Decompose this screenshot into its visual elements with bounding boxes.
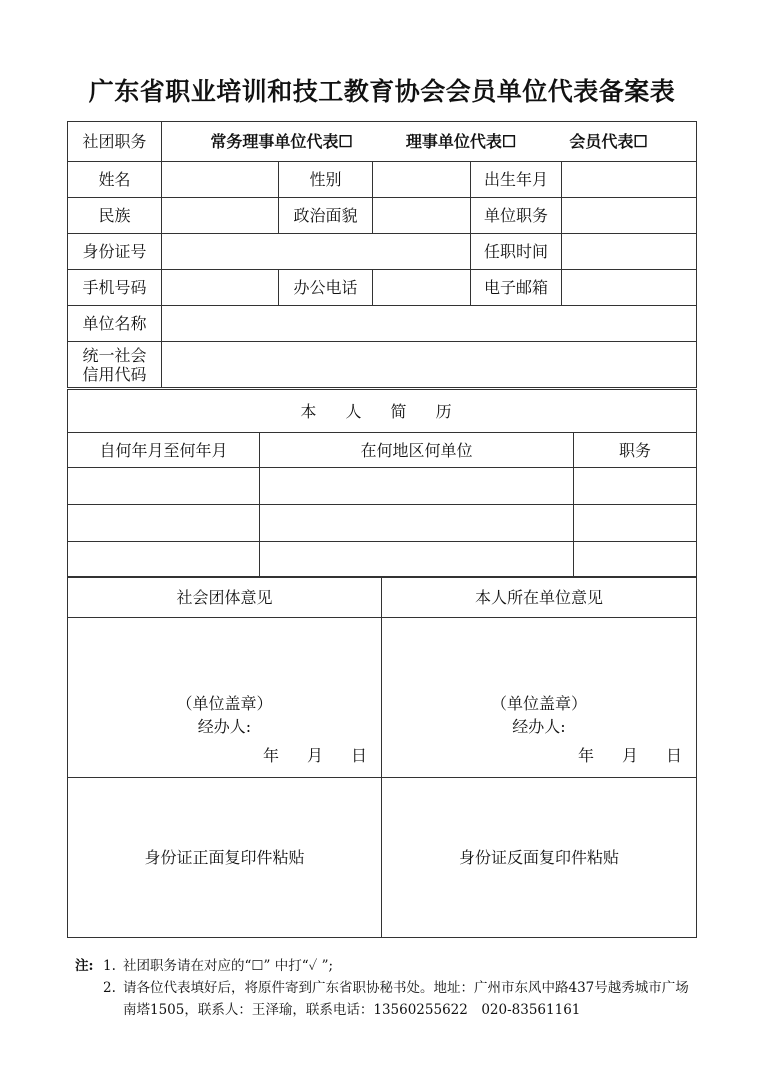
tenure-label: 任职时间 — [471, 234, 562, 270]
ethnicity-field[interactable] — [162, 198, 279, 234]
political-label: 政治面貌 — [279, 198, 373, 234]
note-2-text: 请各位代表填好后，将原件寄到广东省职协秘书处。地址：广州市东风中路437号越秀城市广场南塔1505，联系人：王泽瑜，联系电话：13560255622 020-83561161 — [123, 980, 689, 1018]
role-option-director[interactable]: 理事单位代表☐ — [405, 132, 517, 151]
opinion-left-box[interactable] — [68, 618, 382, 778]
resume-col-unit: 在何地区何单位 — [260, 433, 574, 468]
note-item-1 — [75, 955, 700, 977]
credit-code-label-line2: 信用代码 — [82, 364, 147, 384]
resume-row2-period[interactable] — [68, 505, 260, 542]
resume-row1-period[interactable] — [68, 468, 260, 505]
role-option-member[interactable]: 会员代表☐ — [569, 132, 648, 151]
credit-code-field[interactable] — [162, 342, 697, 388]
id-number-label: 身份证号 — [68, 234, 162, 270]
id-front-paste-area[interactable]: 身份证正面复印件粘贴 — [68, 778, 382, 938]
role-options — [162, 122, 697, 162]
resume-row2-unit[interactable] — [260, 505, 574, 542]
opinion-right-handler: 经办人: — [512, 717, 566, 736]
resume-col-position: 职务 — [574, 433, 697, 468]
unit-name-field[interactable] — [162, 306, 697, 342]
id-number-field[interactable] — [162, 234, 471, 270]
resume-row1-position[interactable] — [574, 468, 697, 505]
ethnicity-label: 民族 — [68, 198, 162, 234]
note-1-text: 社团职务请在对应的“☐” 中打“✓ ”; — [123, 958, 334, 974]
notes-section — [75, 955, 700, 1021]
opinion-left-seal: （单位盖章） — [176, 694, 273, 713]
credit-code-label-line1: 统一社会 — [82, 345, 147, 365]
resume-row3-period[interactable] — [68, 542, 260, 578]
opinion-right-date: 年 月 日 — [577, 746, 688, 765]
note-item-2 — [75, 977, 700, 1021]
birth-field[interactable] — [562, 162, 697, 198]
role-label: 社团职务 — [68, 122, 162, 162]
position-field[interactable] — [562, 198, 697, 234]
opinion-right-seal: （单位盖章） — [490, 694, 587, 713]
note-2-number: 2. — [103, 980, 116, 996]
form-title: 广东省职业培训和技工教育协会会员单位代表备案表 — [88, 77, 676, 106]
tenure-field[interactable] — [562, 234, 697, 270]
position-label: 单位职务 — [471, 198, 562, 234]
opinion-left-header: 社会团体意见 — [68, 577, 382, 618]
name-field[interactable] — [162, 162, 279, 198]
mobile-label: 手机号码 — [68, 270, 162, 306]
id-back-paste-area[interactable]: 身份证反面复印件粘贴 — [382, 778, 697, 938]
unit-name-label: 单位名称 — [68, 306, 162, 342]
opinion-left-date: 年 月 日 — [262, 746, 373, 765]
name-label: 姓名 — [68, 162, 162, 198]
resume-table — [67, 389, 697, 578]
mobile-field[interactable] — [162, 270, 279, 306]
resume-row1-unit[interactable] — [260, 468, 574, 505]
resume-row2-position[interactable] — [574, 505, 697, 542]
resume-header: 本 人 简 历 — [68, 390, 697, 433]
gender-field[interactable] — [373, 162, 471, 198]
role-option-executive-director[interactable]: 常务理事单位代表☐ — [210, 132, 353, 151]
registration-form-table — [67, 121, 697, 388]
email-label: 电子邮箱 — [471, 270, 562, 306]
gender-label: 性别 — [279, 162, 373, 198]
credit-code-label — [68, 342, 162, 388]
birth-label: 出生年月 — [471, 162, 562, 198]
office-phone-label: 办公电话 — [279, 270, 373, 306]
opinion-right-box[interactable] — [382, 618, 697, 778]
resume-row3-unit[interactable] — [260, 542, 574, 578]
note-1-number: 1. — [103, 958, 116, 974]
email-field[interactable] — [562, 270, 697, 306]
resume-row3-position[interactable] — [574, 542, 697, 578]
notes-label: 注: — [75, 958, 94, 974]
resume-col-period: 自何年月至何年月 — [68, 433, 260, 468]
opinion-right-header: 本人所在单位意见 — [382, 577, 697, 618]
opinion-left-handler: 经办人: — [197, 717, 252, 736]
political-field[interactable] — [373, 198, 471, 234]
opinion-table — [67, 576, 697, 938]
office-phone-field[interactable] — [373, 270, 471, 306]
